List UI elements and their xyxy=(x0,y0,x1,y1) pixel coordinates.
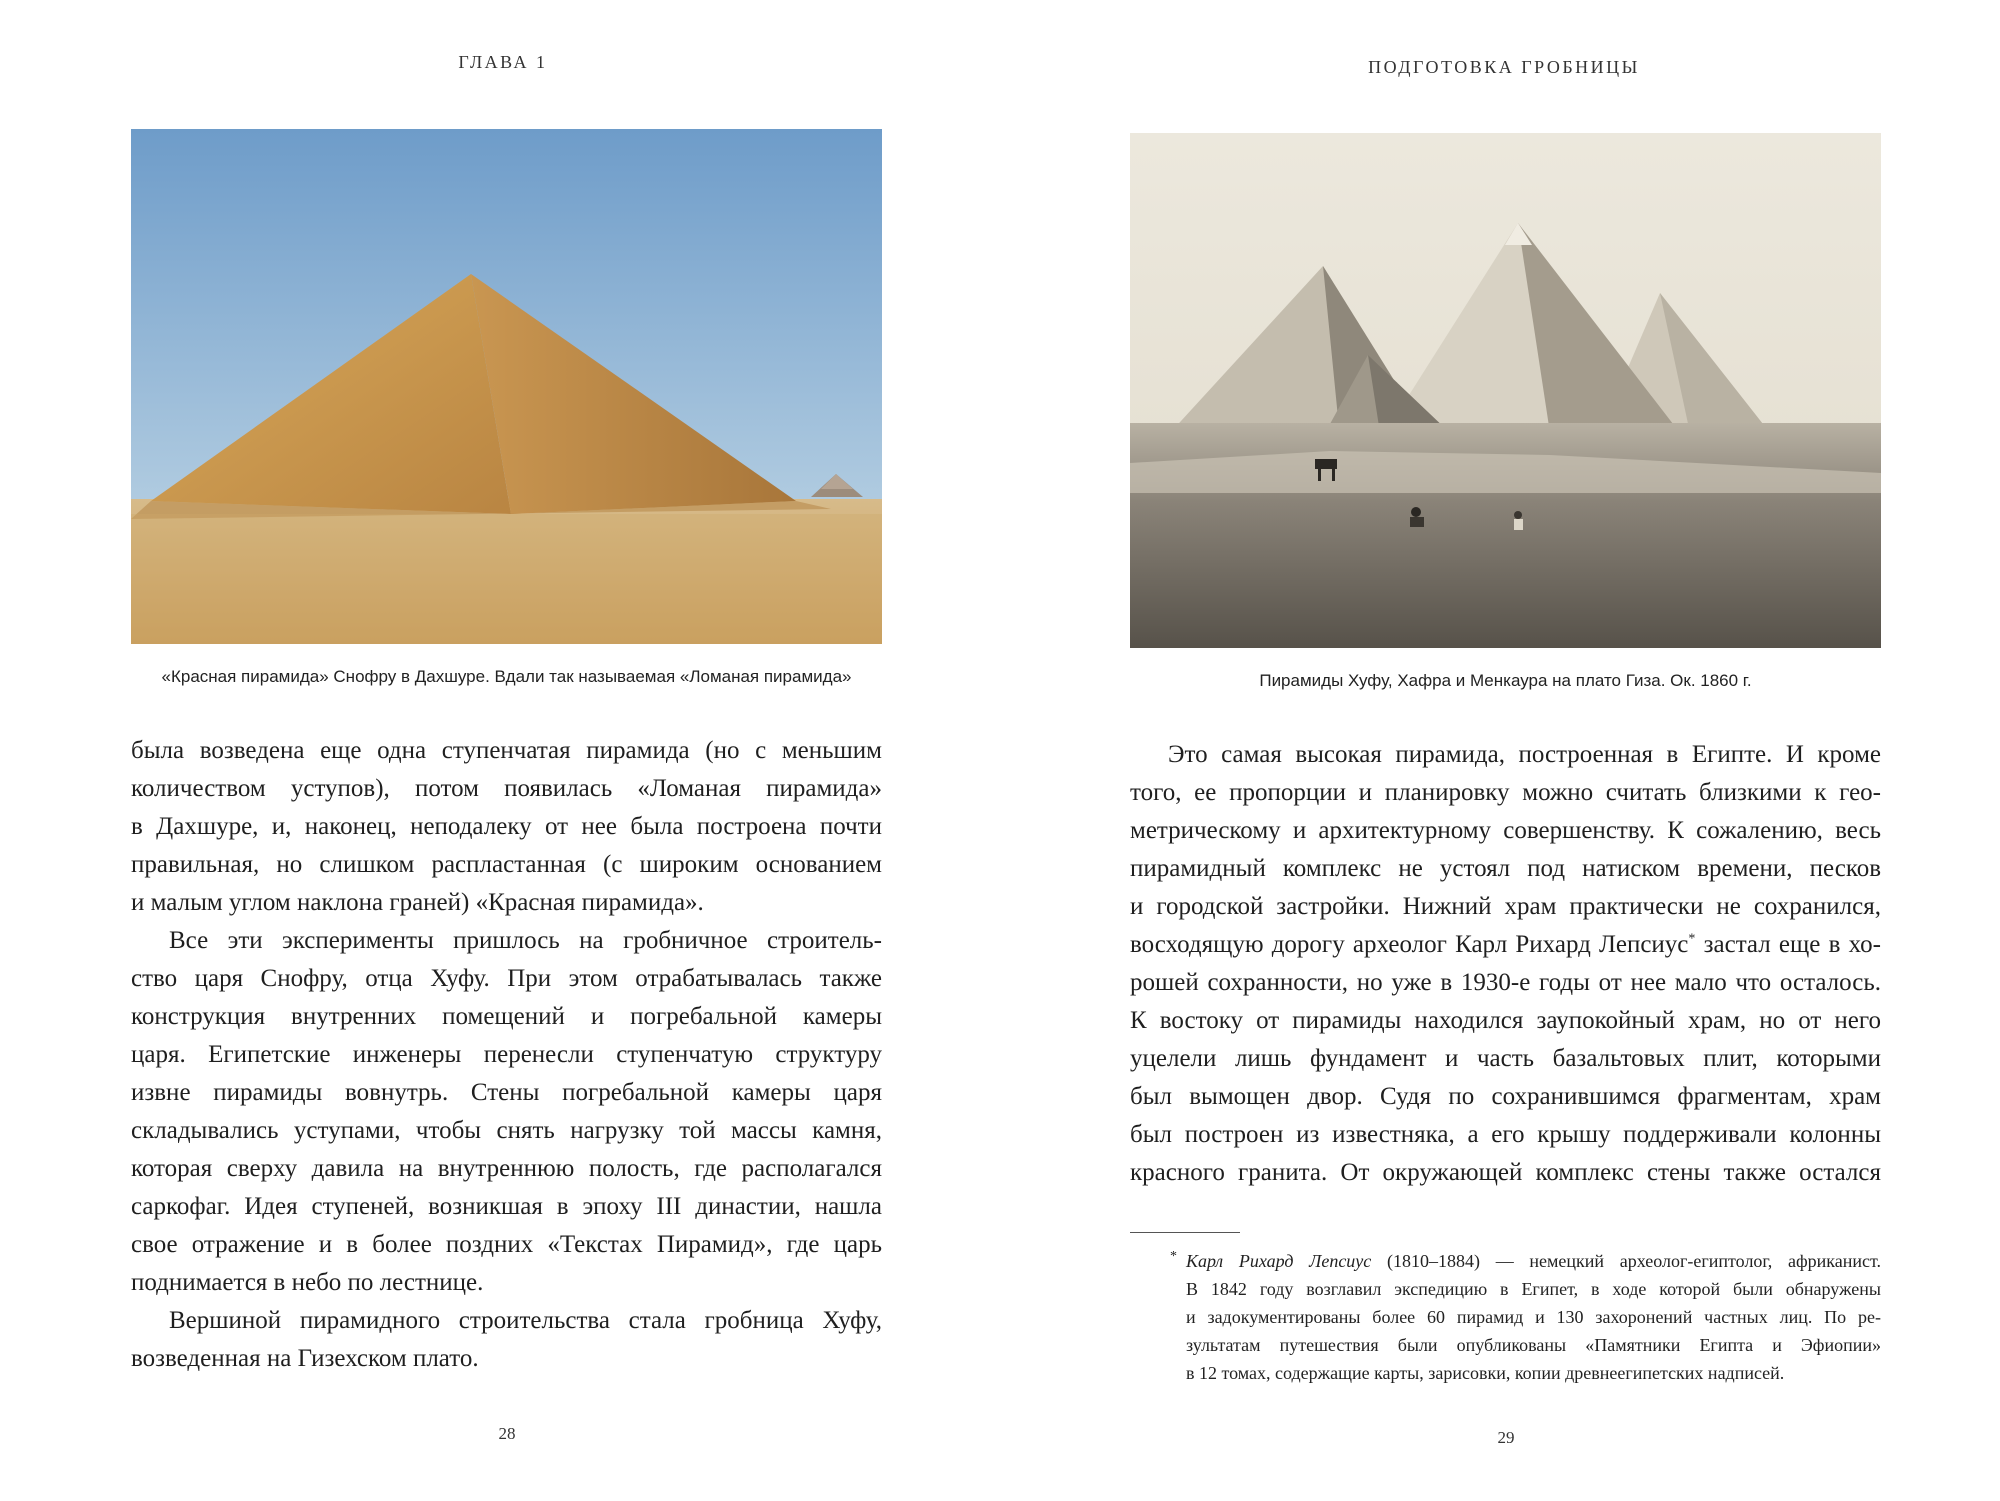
text-line: в Дахшуре, и, наконец, неподалеку от нее была построена почти xyxy=(131,813,882,840)
text-line: была возведена еще одна ступенчатая пирамида (но с меньшим xyxy=(131,737,882,764)
text-line: рошей сохранности, но уже в 1930-е годы от нее мало что осталось. xyxy=(1130,969,1881,996)
page-number: 29 xyxy=(1497,1428,1515,1447)
text-line: К востоку от пирамиды находился заупокойный храм, но от него xyxy=(1130,1007,1881,1034)
footnote-line: зультатам путешествия были опубликованы «Памятники Египта и Эфиопии» xyxy=(1186,1335,1881,1355)
text-line: саркофаг. Идея ступеней, возникшая в эпоху III династии, нашла xyxy=(131,1193,882,1220)
footnote-mark: * xyxy=(1170,1249,1177,1264)
text-line: был построен из известняка, а его крышу поддерживали колонны xyxy=(1130,1121,1881,1148)
red-pyramid-illustration xyxy=(131,129,882,644)
text-line: Вершиной пирамидного строительства стала гробница Хуфу, xyxy=(169,1307,882,1334)
text-line: пирамидный комплекс не устоял под натиском времени, песков xyxy=(1130,855,1881,882)
text-line: количеством уступов), потом появилась «Ломаная пирамида» xyxy=(131,775,882,802)
body-text xyxy=(1130,736,1881,1192)
text-line: возведенная на Гизехском плато. xyxy=(131,1345,479,1372)
text-fragment: восходящую дорогу археолог Карл Рихард Лепсиус xyxy=(1130,931,1689,958)
text-line: свое отражение и в более поздних «Текстах Пирамид», где царь xyxy=(131,1231,882,1258)
text-line: и малым углом наклона граней) «Красная пирамида». xyxy=(131,889,704,916)
text-line: Все эти эксперименты пришлось на гробничное строитель- xyxy=(169,927,882,954)
text-line: извне пирамиды вовнутрь. Стены погребальной камеры царя xyxy=(131,1079,882,1106)
text-line: был вымощен двор. Судя по сохранившимся фрагментам, храм xyxy=(1130,1083,1881,1110)
text-line: поднимается в небо по лестнице. xyxy=(131,1269,484,1296)
running-head: ПОДГОТОВКА ГРОБНИЦЫ xyxy=(1368,57,1640,77)
text-line: конструкция внутренних помещений и погребальной камеры xyxy=(131,1003,882,1030)
right-page xyxy=(1000,0,2000,1501)
footnote-line: В 1842 году возглавил экспедицию в Египет, в ходе которой были обнаружены xyxy=(1186,1279,1881,1299)
body-text xyxy=(131,732,882,1378)
photo-caption: «Красная пирамида» Снофру в Дахшуре. Вдали так называемая «Ломаная пирамида» xyxy=(161,667,852,686)
text-line: царя. Египетские инженеры перенесли ступенчатую структуру xyxy=(131,1041,882,1068)
footnote-reference[interactable]: * xyxy=(1688,931,1696,947)
footnote-author: Карл Рихард Лепсиус xyxy=(1186,1251,1372,1271)
text-line: уцелели лишь фундамент и часть базальтовых плит, которыми xyxy=(1130,1045,1881,1072)
text-fragment: застал еще в хо- xyxy=(1703,931,1881,958)
footnote-line: в 12 томах, содержащие карты, зарисовки, копии древнеегипетских надписей. xyxy=(1186,1363,1785,1383)
page-number: 28 xyxy=(498,1424,516,1443)
giza-pyramids-illustration xyxy=(1130,133,1881,648)
running-head: ГЛАВА 1 xyxy=(458,52,548,72)
text-line-with-footnote xyxy=(1130,926,1881,964)
footnote-text: (1810–1884) — немецкий археолог-египтолог, африканист. xyxy=(1387,1251,1882,1271)
text-line: ство царя Снофру, отца Хуфу. При этом отрабатывалась также xyxy=(131,965,882,992)
text-line: того, ее пропорции и планировку можно считать близкими к гео- xyxy=(1130,779,1881,806)
photo-red-pyramid xyxy=(131,129,882,644)
text-line: и городской застройки. Нижний храм практически не сохранился, xyxy=(1130,893,1881,920)
text-line: которая сверху давила на внутреннюю полость, где располагался xyxy=(131,1155,882,1182)
text-line: правильная, но слишком распластанная (с широким основанием xyxy=(131,851,882,878)
footnote-divider xyxy=(1130,1232,1240,1233)
photo-giza-pyramids xyxy=(1130,133,1881,648)
photo-caption: Пирамиды Хуфу, Хафра и Менкаура на плато Гиза. Ок. 1860 г. xyxy=(1259,671,1752,690)
text-line: Это самая высокая пирамида, построенная в Египте. И кроме xyxy=(1168,741,1881,768)
text-line: складывались уступами, чтобы снять нагрузку той массы камня, xyxy=(131,1117,882,1144)
text-line: метрическому и архитектурному совершенству. К сожалению, весь xyxy=(1130,817,1881,844)
footnote xyxy=(1130,1247,1881,1387)
footnote-line: и задокументированы более 60 пирамид и 130 захоронений частных лиц. По ре- xyxy=(1186,1307,1881,1327)
footnote-line xyxy=(1130,1247,1881,1275)
text-line: красного гранита. От окружающей комплекс стены также остался xyxy=(1130,1159,1881,1186)
